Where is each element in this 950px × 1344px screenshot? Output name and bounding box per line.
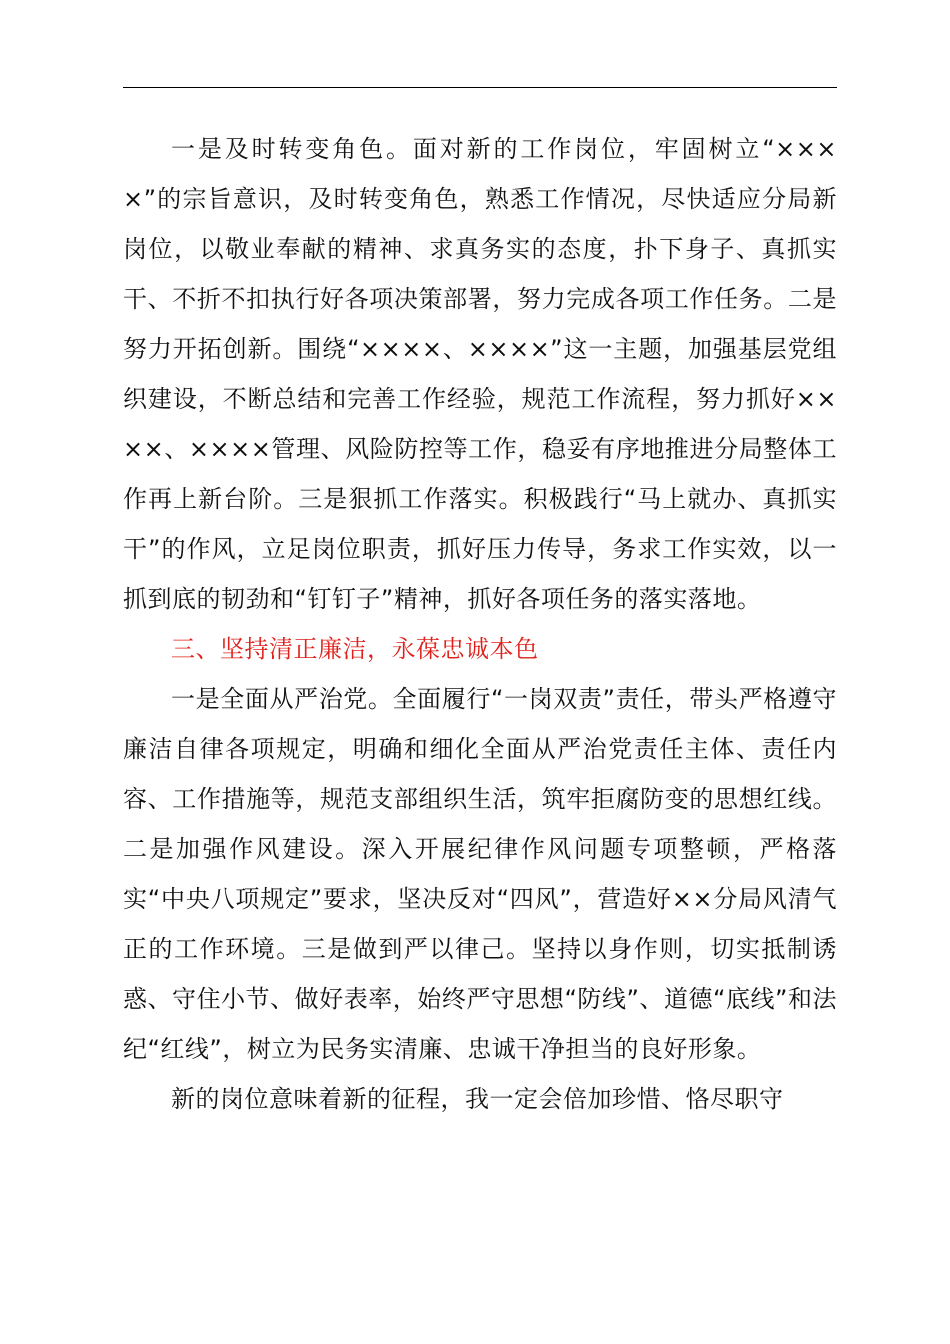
- section-heading-integrity: 三、坚持清正廉洁，永葆忠诚本色: [171, 635, 539, 663]
- document-body: [123, 124, 837, 1124]
- paragraph-role-transition: 一是及时转变角色。面对新的工作岗位，牢固树立“××××”的宗旨意识，及时转变角色，熟悉工作情况，尽快适应分局新岗位，以敬业奉献的精神、求真务实的态度，扑下身子、真抓实干、不折不扣执行好各项决策部署，努力完成各项工作任务。二是努力开拓创新。围绕“××××、××××”这一主题，加强基层党组织建设，不断总结和完善工作经验，规范工作流程，努力抓好××××、××××管理、风险防控等工作，稳妥有序地推进分局整体工作再上新台阶。三是狠抓工作落实。积极践行“马上就办、真抓实干”的作风，立足岗位职责，抓好压力传导，务求工作实效，以一抓到底的韧劲和“钉钉子”精神，抓好各项任务的落实落地。: [123, 135, 837, 613]
- paragraph-party-discipline: 一是全面从严治党。全面履行“一岗双责”责任，带头严格遵守廉洁自律各项规定，明确和细化全面从严治党责任主体、责任内容、工作措施等，规范支部组织生活，筑牢拒腐防变的思想红线。二是加强作风建设。深入开展纪律作风问题专项整顿，严格落实“中央八项规定”要求，坚决反对“四风”，营造好××分局风清气正的工作环境。三是做到严以律己。坚持以身作则，切实抵制诱惑、守住小节、做好表率，始终严守思想“防线”、道德“底线”和法纪“红线”，树立为民务实清廉、忠诚干净担当的良好形象。: [123, 685, 837, 1063]
- header-rule: [123, 87, 837, 88]
- paragraph-closing: 新的岗位意味着新的征程，我一定会倍加珍惜、恪尽职守: [171, 1085, 784, 1113]
